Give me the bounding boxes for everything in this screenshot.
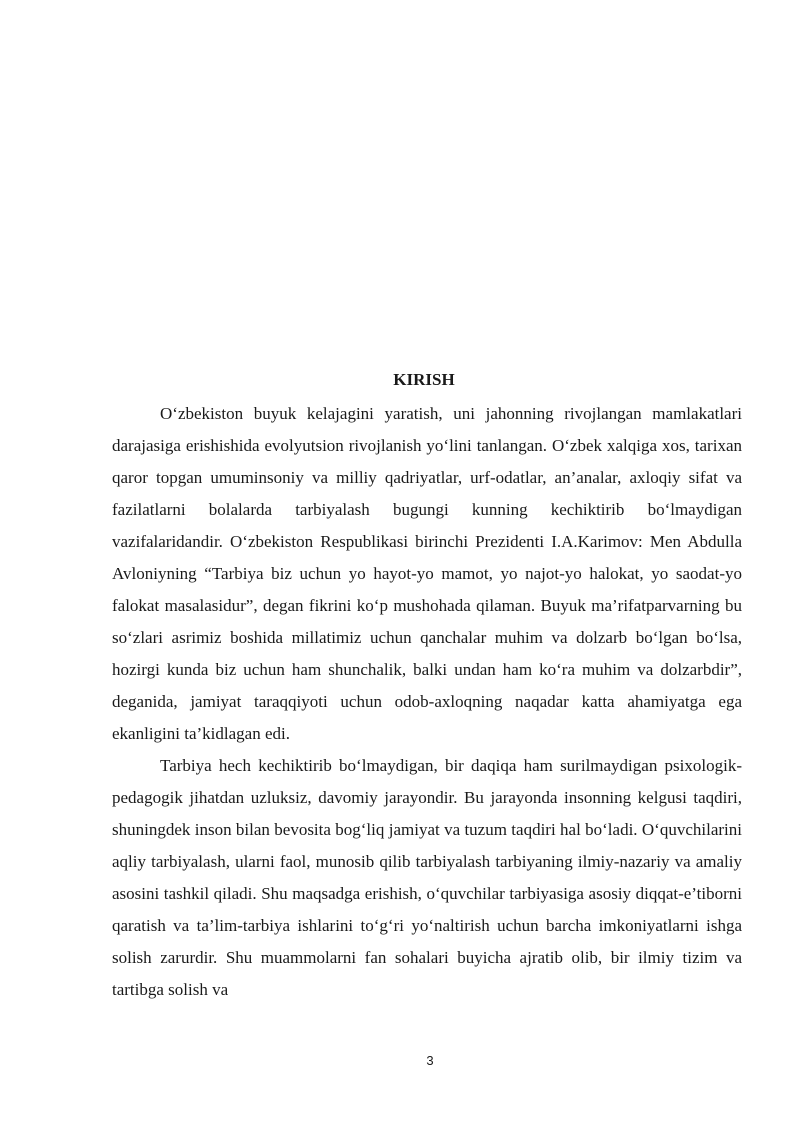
body-text xyxy=(112,398,742,1006)
page-number: 3 xyxy=(426,1053,434,1068)
paragraph-2: Tarbiya hech kechiktirib bo‘lmaydigan, bir daqiqa ham surilmaydigan psixologik-pedagogik jihatdan uzluksiz, davomiy jarayondir. Bu jarayonda insonning kelgusi taqdiri, shuningdek inson bilan bevosita bog‘liq jamiyat va tuzum taqdiri hal bo‘ladi. O‘quvchilarini aqliy tarbiyalash, ularni faol, munosib qilib tarbiyalash tarbiyaning ilmiy-nazariy va amaliy asosini tashkil qiladi. Shu maqsadga erishish, o‘quvchilar tarbiyasiga asosiy diqqat-e’tiborni qaratish va ta’lim-tarbiya ishlarini to‘g‘ri yo‘naltirish uchun barcha imkoniyatlarni ishga solish zarurdir. Shu muammolarni fan sohalari buyicha ajratib olib, bir ilmiy tizim va tartibga solish va xyxy=(112,756,742,999)
section-heading: KIRISH xyxy=(393,370,455,389)
paragraph-1: O‘zbekiston buyuk kelajagini yaratish, uni jahonning rivojlangan mamlakatlari darajasiga erishishida evolyutsion rivojlanish yo‘lini tanlangan. O‘zbek xalqiga xos, tarixan qaror topgan umuminsoniy va milliy qadriyatlar, urf-odatlar, an’analar, axloqiy sifat va fazilatlarni bolalarda tarbiyalash bugungi kunning kechiktirib bo‘lmaydigan vazifalaridandir. O‘zbekiston Respublikasi birinchi Prezidenti I.A.Karimov: Men Abdulla Avloniyning “Tarbiya biz uchun yo hayot-yo mamot, yo najot-yo halokat, yo saodat-yo falokat masalasidur”, degan fikrini ko‘p mushohada qilaman. Buyuk ma’rifatparvarning bu so‘zlari asrimiz boshida millatimiz uchun qanchalar muhim va dolzarb bo‘lgan bo‘lsa, hozirgi kunda biz uchun ham shunchalik, balki undan ham ko‘ra muhim va dolzarbdir”, deganida, jamiyat taraqqiyoti uchun odob-axloqning naqadar katta ahamiyatga ega ekanligini ta’kidlagan edi. xyxy=(112,404,742,743)
